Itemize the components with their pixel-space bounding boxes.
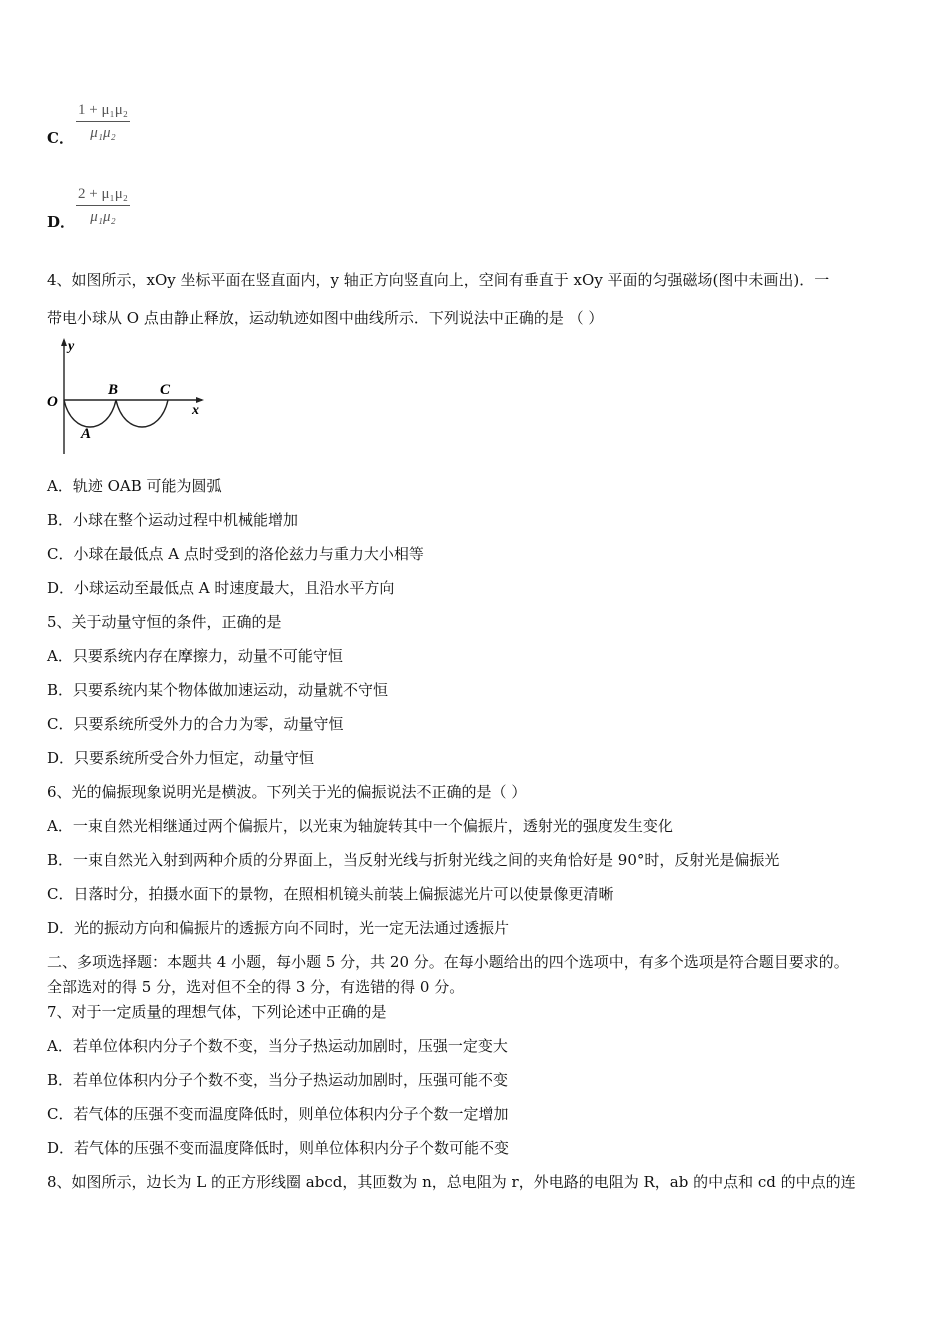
q5-stem: 5、关于动量守恒的条件，正确的是 xyxy=(47,613,282,631)
trajectory-bc xyxy=(116,400,168,427)
trajectory-oab xyxy=(64,400,116,427)
q6-option-c: C．日落时分，拍摄水面下的景物，在照相机镜头前装上偏振滤光片可以使景像更清晰 xyxy=(47,885,614,903)
q5-option-a: A．只要系统内存在摩擦力，动量不可能守恒 xyxy=(47,647,343,665)
label-x: x xyxy=(192,403,199,418)
q7-stem: 7、对于一定质量的理想气体，下列论述中正确的是 xyxy=(47,1003,387,1021)
q7-option-a: A．若单位体积内分子个数不变，当分子热运动加剧时，压强一定变大 xyxy=(47,1037,508,1055)
q7-option-c: C．若气体的压强不变而温度降低时，则单位体积内分子个数一定增加 xyxy=(47,1105,509,1123)
option-c-label: C． xyxy=(47,129,74,147)
q4-option-b: B．小球在整个运动过程中机械能增加 xyxy=(47,511,299,529)
q5-option-d: D．只要系统所受合外力恒定，动量守恒 xyxy=(47,749,315,767)
q4-option-c: C．小球在最低点 A 点时受到的洛伦兹力与重力大小相等 xyxy=(47,545,424,563)
q7-option-d: D．若气体的压强不变而温度降低时，则单位体积内分子个数可能不变 xyxy=(47,1139,510,1157)
option-d-label: D． xyxy=(47,213,76,231)
label-c: C xyxy=(160,382,171,398)
q6-option-a: A．一束自然光相继通过两个偏振片，以光束为轴旋转其中一个偏振片，透射光的强度发生变化 xyxy=(47,817,673,835)
section2-line1: 二、多项选择题：本题共 4 小题，每小题 5 分，共 20 分。在每小题给出的四个选项中，有多个选项是符合题目要求的。 xyxy=(47,953,849,971)
label-a: A xyxy=(81,426,92,442)
section2-line2: 全部选对的得 5 分，选对但不全的得 3 分，有选错的得 0 分。 xyxy=(47,978,465,996)
option-d-fraction xyxy=(76,186,130,226)
label-y: y xyxy=(68,339,75,354)
q6-option-b: B．一束自然光入射到两种介质的分界面上，当反射光线与折射光线之间的夹角恰好是 90°时，反射光是偏振光 xyxy=(47,851,780,869)
q4-option-a: A．轨迹 OAB 可能为圆弧 xyxy=(47,477,222,495)
option-d-numerator: 2 + μ₁μ₂ xyxy=(76,186,130,206)
option-c-denominator: μ₁μ₂ xyxy=(90,125,116,141)
q5-option-b: B．只要系统内某个物体做加速运动，动量就不守恒 xyxy=(47,681,389,699)
option-d-denominator: μ₁μ₂ xyxy=(90,209,116,225)
q4-option-d: D．小球运动至最低点 A 时速度最大，且沿水平方向 xyxy=(47,579,395,597)
q7-option-b: B．若单位体积内分子个数不变，当分子热运动加剧时，压强可能不变 xyxy=(47,1071,509,1089)
q8-stem: 8、如图所示，边长为 L 的正方形线圈 abcd，其匝数为 n，总电阻为 r，外电路的电阻为 R，ab 的中点和 cd 的中点的连 xyxy=(47,1173,856,1191)
q4-trajectory-figure xyxy=(44,336,214,460)
q5-option-c: C．只要系统所受外力的合力为零，动量守恒 xyxy=(47,715,344,733)
label-b: B xyxy=(108,382,119,398)
q6-stem: 6、光的偏振现象说明光是横波。下列关于光的偏振说法不正确的是（ ） xyxy=(47,783,527,801)
option-c-fraction xyxy=(76,102,130,142)
q6-option-d: D．光的振动方向和偏振片的透振方向不同时，光一定无法通过透振片 xyxy=(47,919,510,937)
option-c-numerator: 1 + μ₁μ₂ xyxy=(76,102,130,122)
q4-stem-line2: 带电小球从 O 点由静止释放，运动轨迹如图中曲线所示．下列说法中正确的是 （ ） xyxy=(47,309,604,327)
label-o: O xyxy=(47,394,58,410)
q4-stem-line1: 4、如图所示，xOy 坐标平面在竖直面内，y 轴正方向竖直向上，空间有垂直于 xOy 平面的匀强磁场(图中未画出)．一 xyxy=(47,271,830,289)
y-axis-arrow xyxy=(61,338,67,346)
